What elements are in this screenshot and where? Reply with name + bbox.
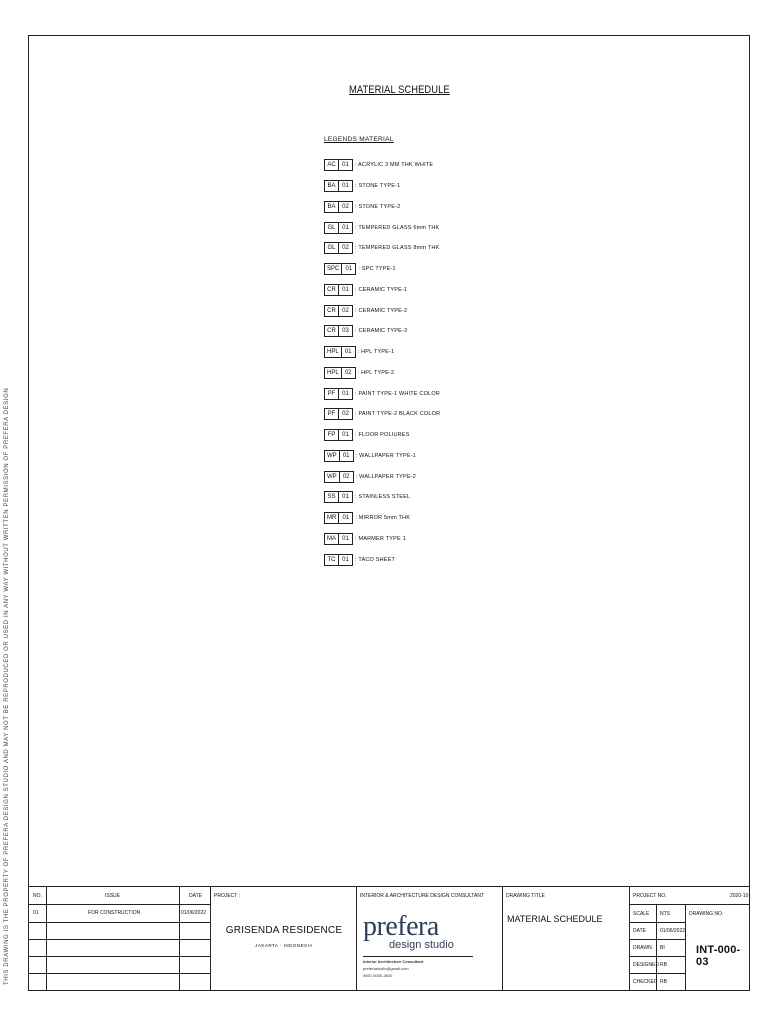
material-number: 01 bbox=[339, 554, 353, 566]
material-code: WP bbox=[324, 471, 340, 483]
legend-item bbox=[324, 446, 440, 467]
drawing-title-cell bbox=[503, 887, 630, 991]
drawing-title: MATERIAL SCHEDULE bbox=[507, 914, 603, 924]
drawn-label: DRAWN bbox=[633, 945, 652, 951]
material-code: TC bbox=[324, 554, 339, 566]
issue-row-date: 01/06/2022 bbox=[181, 910, 207, 916]
drawn-value: BI bbox=[660, 945, 665, 951]
material-description: : STONE TYPE-1 bbox=[355, 183, 401, 190]
drawing-no-label: DRAWING NO. bbox=[689, 911, 724, 917]
material-code: HPL bbox=[324, 346, 342, 358]
material-number: 01 bbox=[339, 222, 353, 234]
project-name: GRISENDA RESIDENCE bbox=[225, 925, 343, 936]
material-code: BA bbox=[324, 201, 339, 213]
legend-item bbox=[324, 487, 440, 508]
material-description: : STAINLESS STEEL bbox=[355, 494, 411, 501]
project-cell bbox=[211, 887, 357, 991]
consultant-cell bbox=[357, 887, 503, 991]
material-description: : TEMPERED GLASS 6mm THK bbox=[355, 224, 440, 231]
brand-email: preferastudio@gmail.com bbox=[363, 966, 409, 971]
designed-label: DESIGNED bbox=[633, 962, 660, 968]
material-description: : PAINT TYPE-2 BLACK COLOR bbox=[355, 411, 441, 418]
material-number: 01 bbox=[342, 346, 356, 358]
legend-item bbox=[324, 404, 440, 425]
material-code: PF bbox=[324, 408, 339, 420]
legend-item bbox=[324, 238, 440, 259]
legend-item bbox=[324, 197, 440, 218]
material-number: 01 bbox=[339, 180, 353, 192]
brand-subtitle: design studio bbox=[389, 939, 454, 951]
checked-label: CHECKED bbox=[633, 979, 658, 985]
title-block bbox=[28, 886, 750, 991]
scale-label: SCALE bbox=[633, 911, 650, 917]
material-description: : HPL TYPE-2 bbox=[357, 369, 395, 376]
header-issue: ISSUE bbox=[105, 893, 121, 899]
consultant-label: INTERIOR & ARCHITECTURE DESIGN CONSULTANT bbox=[360, 893, 484, 899]
material-number: 01 bbox=[340, 450, 354, 462]
material-code: GL bbox=[324, 222, 339, 234]
issue-table bbox=[28, 887, 211, 991]
material-description: : MIRROR 5mm THK bbox=[355, 515, 411, 522]
project-location: JAKARTA - INDONESIA bbox=[255, 943, 313, 948]
drawing-number: INT-000-03 bbox=[696, 944, 741, 968]
page-title: MATERIAL SCHEDULE bbox=[349, 84, 450, 96]
material-description: : MARMER TYPE 1 bbox=[355, 535, 406, 542]
legend-item bbox=[324, 280, 440, 301]
material-description: : STONE TYPE-2 bbox=[355, 203, 401, 210]
material-number: 01 bbox=[339, 512, 353, 524]
header-no: NO. bbox=[33, 893, 42, 899]
legend-item bbox=[324, 508, 440, 529]
side-copyright-note: THIS DRAWING IS THE PROPERTY OF PREFERA DESIGN STUDIO AND MAY NOT BE REPRODUCED OR USED IN ANY WAY WITHOUT WRITTEN PERMISSION OF PREFERA DESIGN bbox=[4, 387, 10, 985]
material-code: BA bbox=[324, 180, 339, 192]
material-number: 02 bbox=[340, 471, 354, 483]
material-description: : WALLPAPER TYPE-2 bbox=[355, 473, 417, 480]
project-label: PROJECT : bbox=[214, 893, 241, 899]
project-no: 2020-10 bbox=[730, 893, 749, 899]
material-number: 01 bbox=[339, 491, 353, 503]
material-description: : CERAMIC TYPE-3 bbox=[355, 328, 408, 335]
issue-row-issue: FOR CONSTRUCTION bbox=[88, 910, 141, 916]
material-number: 01 bbox=[339, 159, 353, 171]
material-code: SPC bbox=[324, 263, 342, 275]
legend-item bbox=[324, 466, 440, 487]
material-description: : WALLPAPER TYPE-1 bbox=[355, 452, 417, 459]
project-no-label: PROJECT NO. bbox=[633, 893, 667, 899]
brand-logo: prefera bbox=[363, 911, 439, 942]
material-code: PF bbox=[324, 388, 339, 400]
legend-item bbox=[324, 217, 440, 238]
material-number: 01 bbox=[339, 284, 353, 296]
legend-item bbox=[324, 155, 440, 176]
material-number: 01 bbox=[339, 533, 353, 545]
legend-item bbox=[324, 383, 440, 404]
legend-item bbox=[324, 529, 440, 550]
material-number: 02 bbox=[339, 201, 353, 213]
material-description: : ACRYLIC 3 MM THK WHITE bbox=[355, 162, 434, 169]
material-number: 01 bbox=[339, 388, 353, 400]
legend-item bbox=[324, 259, 440, 280]
legend-item bbox=[324, 363, 440, 384]
brand-phone: 0857-6050-3820 bbox=[363, 973, 393, 978]
material-code: WP bbox=[324, 450, 340, 462]
material-description: : TACO SHEET bbox=[355, 556, 396, 563]
legend-item bbox=[324, 425, 440, 446]
material-number: 02 bbox=[339, 242, 353, 254]
designed-value: RB bbox=[660, 962, 667, 968]
material-number: 02 bbox=[339, 305, 353, 317]
drawing-title-label: DRAWING TITLE bbox=[506, 893, 545, 899]
material-description: : CERAMIC TYPE-1 bbox=[355, 286, 408, 293]
scale-value: NTS bbox=[660, 911, 670, 917]
material-code: AC bbox=[324, 159, 339, 171]
date-label: DATE bbox=[633, 928, 646, 934]
material-code: MA bbox=[324, 533, 339, 545]
legend-item bbox=[324, 549, 440, 570]
legend-list bbox=[324, 155, 440, 570]
material-description: : CERAMIC TYPE-2 bbox=[355, 307, 408, 314]
legend-item bbox=[324, 176, 440, 197]
material-number: 01 bbox=[342, 263, 356, 275]
material-code: SS bbox=[324, 491, 339, 503]
drawing-info-cell bbox=[630, 887, 750, 991]
material-code: FP bbox=[324, 429, 339, 441]
material-code: MR bbox=[324, 512, 339, 524]
material-description: : TEMPERED GLASS 8mm THK bbox=[355, 245, 440, 252]
issue-row-no: 01 bbox=[33, 910, 39, 916]
legend-item bbox=[324, 321, 440, 342]
brand-tagline: Interior Architecture Consultant bbox=[363, 959, 424, 964]
checked-value: RB bbox=[660, 979, 667, 985]
material-code: CR bbox=[324, 325, 339, 337]
material-code: CR bbox=[324, 284, 339, 296]
legend-item bbox=[324, 300, 440, 321]
material-number: 02 bbox=[339, 408, 353, 420]
legend-item bbox=[324, 342, 440, 363]
material-number: 01 bbox=[339, 429, 353, 441]
material-description: : HPL TYPE-1 bbox=[357, 349, 395, 356]
material-code: GL bbox=[324, 242, 339, 254]
date-value: 01/06/2022 bbox=[660, 928, 686, 934]
material-description: : PAINT TYPE-1 WHITE COLOR bbox=[355, 390, 440, 397]
material-code: CR bbox=[324, 305, 339, 317]
legend-heading: LEGENDS MATERIAL bbox=[324, 136, 394, 143]
material-description: : SPC TYPE-1 bbox=[358, 266, 396, 273]
material-code: HPL bbox=[324, 367, 342, 379]
material-description: : FLOOR POLIURES bbox=[355, 432, 410, 439]
header-date: DATE bbox=[189, 893, 202, 899]
material-number: 02 bbox=[342, 367, 356, 379]
material-number: 03 bbox=[339, 325, 353, 337]
